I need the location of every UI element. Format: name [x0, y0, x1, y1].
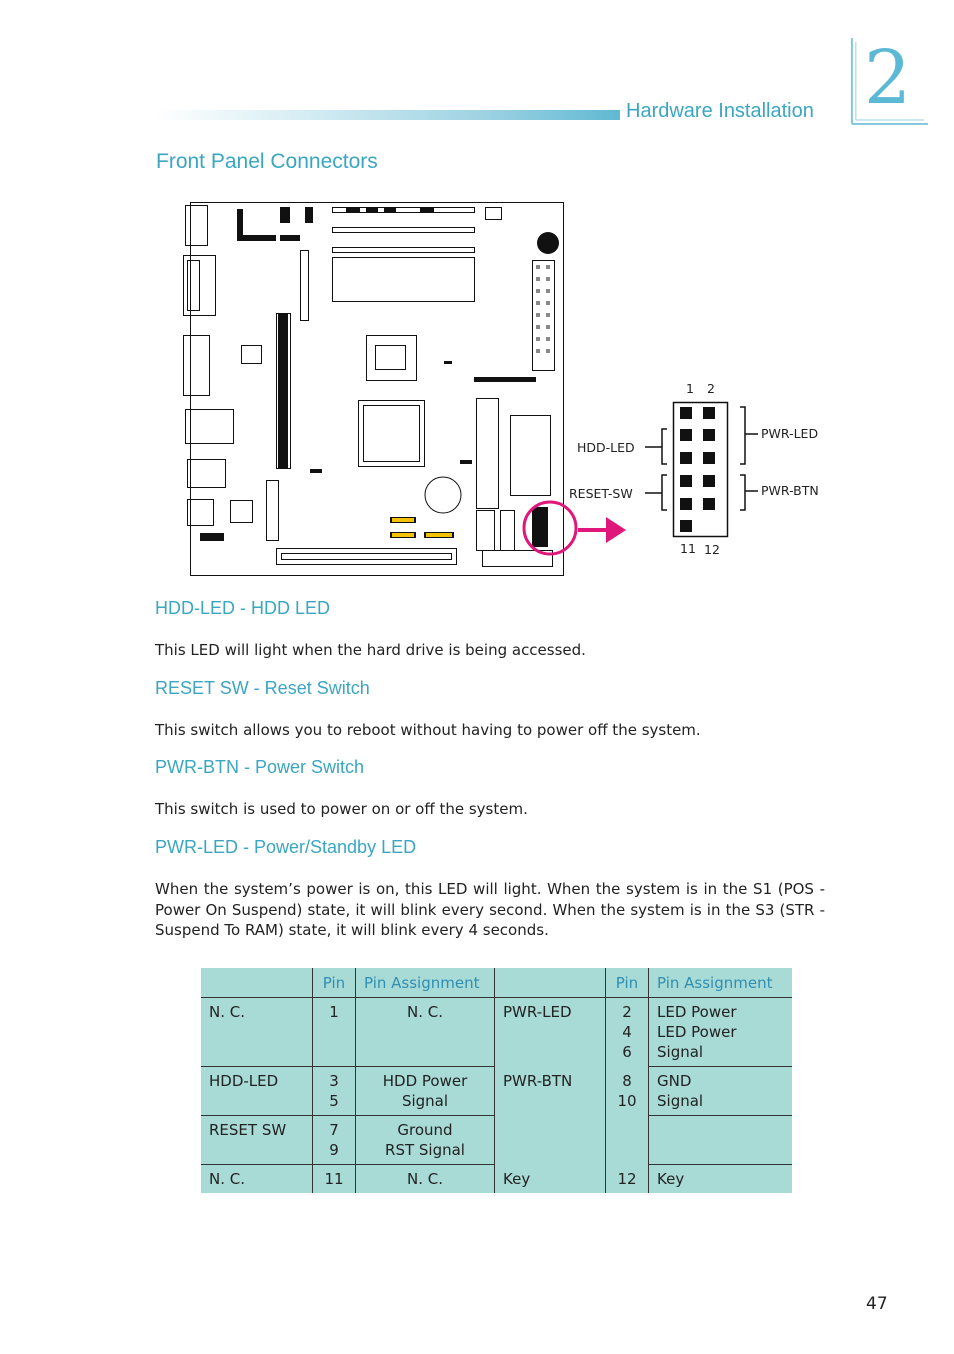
- table-cell: [495, 1116, 606, 1165]
- pin-label-1: 1: [686, 381, 694, 396]
- table-cell: 8 10: [606, 1067, 649, 1116]
- pin-assignment-table: [201, 968, 792, 1193]
- table-header-cell: Pin Assignment: [356, 968, 495, 998]
- pin-label-12: 12: [704, 542, 720, 557]
- text-hdd-led: This LED will light when the hard drive is being accessed.: [155, 641, 586, 659]
- label-reset-sw: RESET-SW: [569, 486, 633, 501]
- table-cell: 2 4 6: [606, 998, 649, 1067]
- header-section-title: Hardware Installation: [626, 100, 814, 122]
- label-hdd-led: HDD-LED: [577, 440, 635, 455]
- table-cell: GND Signal: [649, 1067, 793, 1116]
- label-pwr-led: PWR-LED: [761, 426, 819, 441]
- table-cell: 1: [313, 998, 356, 1067]
- table-header-cell: [495, 968, 606, 998]
- table-cell: 11: [313, 1165, 356, 1194]
- table-cell: N. C.: [356, 998, 495, 1067]
- table-cell: RESET SW: [201, 1116, 313, 1165]
- label-pwr-btn: PWR-BTN: [761, 483, 819, 498]
- table-row: [201, 998, 792, 1067]
- text-reset-sw: This switch allows you to reboot without having to power off the system.: [155, 721, 701, 739]
- table-cell: 3 5: [313, 1067, 356, 1116]
- chapter-number: 2: [864, 35, 912, 121]
- table-header-row: [201, 968, 792, 998]
- page-number: 47: [866, 1294, 888, 1314]
- table-row: [201, 1165, 792, 1194]
- table-cell: LED Power LED Power Signal: [649, 998, 793, 1067]
- heading-hdd-led: HDD-LED - HDD LED: [155, 598, 331, 618]
- table-cell: PWR-BTN: [495, 1067, 606, 1116]
- table-cell: [649, 1116, 793, 1165]
- pin-label-2: 2: [707, 381, 715, 396]
- table-cell: HDD-LED: [201, 1067, 313, 1116]
- highlight-circle: [524, 502, 576, 554]
- table-row: [201, 1116, 792, 1165]
- pointer-arrow-icon: [576, 514, 628, 546]
- table-row: [201, 1067, 792, 1116]
- heading-pwr-btn: PWR-BTN - Power Switch: [155, 757, 365, 777]
- text-pwr-btn: This switch is used to power on or off the system.: [155, 800, 528, 818]
- table-cell: HDD Power Signal: [356, 1067, 495, 1116]
- table-cell: 7 9: [313, 1116, 356, 1165]
- table-cell: N. C.: [201, 998, 313, 1067]
- table-cell: PWR-LED: [495, 998, 606, 1067]
- table-cell: N. C.: [209, 1170, 245, 1188]
- pin-label-11: 11: [680, 541, 696, 556]
- heading-reset-sw: RESET SW - Reset Switch: [155, 678, 370, 698]
- table-header-cell: [201, 968, 313, 998]
- table-cell: [606, 1116, 649, 1165]
- table-header-cell: Pin: [606, 968, 649, 998]
- table-header-cell: Pin: [313, 968, 356, 998]
- table-cell: Key: [649, 1165, 793, 1194]
- table-header-cell: Pin Assignment: [649, 968, 793, 998]
- text-pwr-led: When the system’s power is on, this LED will light. When the system is in the S1 (POS - Power On Suspend) state, it will blink every second. When the system is in the S3 (STR - Suspend To RAM) state, it will blink every 4 seconds.: [155, 880, 825, 939]
- table-cell: 12: [606, 1165, 649, 1194]
- page-title: Front Panel Connectors: [156, 150, 378, 173]
- motherboard-diagram: [180, 195, 580, 585]
- header-gradient-bar: [155, 110, 620, 120]
- table-cell: Ground RST Signal: [356, 1116, 495, 1165]
- table-cell: Key: [495, 1165, 606, 1194]
- heading-pwr-led: PWR-LED - Power/Standby LED: [155, 837, 417, 857]
- table-cell: N. C.: [356, 1165, 495, 1194]
- front-panel-header-diagram: [640, 396, 770, 546]
